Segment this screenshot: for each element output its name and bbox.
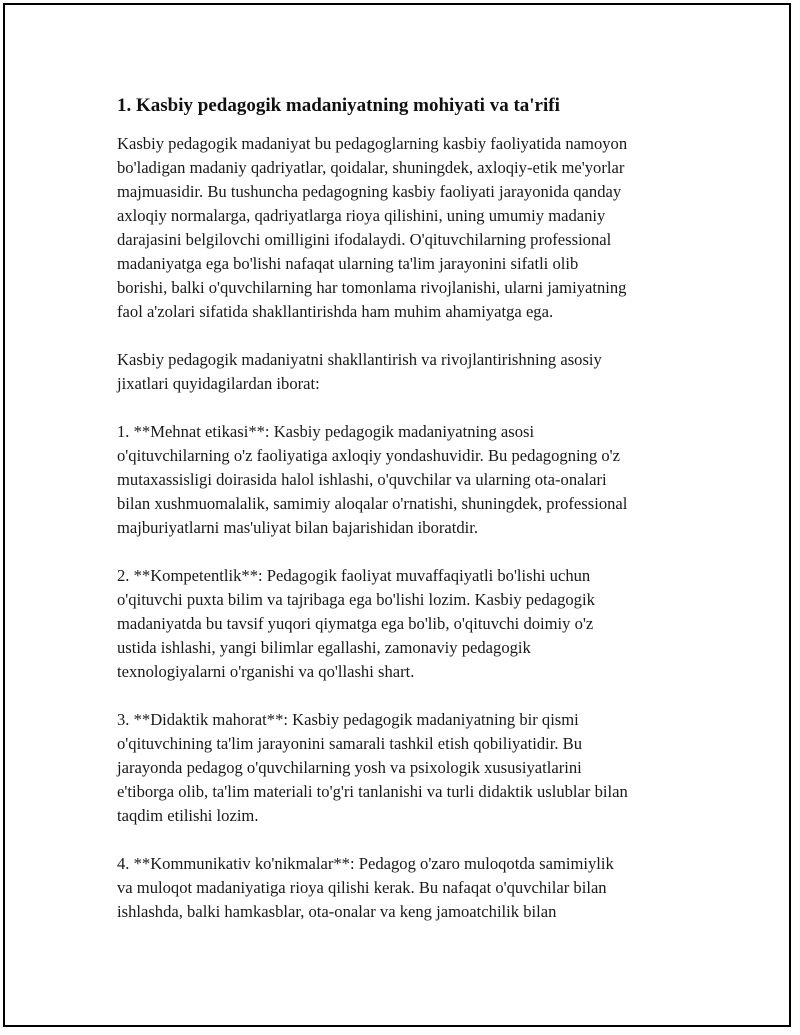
list-item-kompetentlik (117, 564, 689, 684)
list-item-didaktik-mahorat (117, 708, 689, 828)
text-line: 4. **Kommunikativ ko'nikmalar**: Pedagog o'zaro muloqotda samimiylik (117, 854, 614, 873)
text-line: o'qituvchi puxta bilim va tajribaga ega bo'lishi lozim. Kasbiy pedagogik (117, 590, 595, 609)
text-line: borishi, balki o'quvchilarning har tomonlama rivojlanishi, ularni jamiyatning (117, 278, 627, 297)
list-item-mehnat-etikasi (117, 420, 689, 540)
text-line: jarayonda pedagog o'quvchilarning yosh va psixologik xususiyatlarini (117, 758, 582, 777)
text-line: Kasbiy pedagogik madaniyatni shakllantirish va rivojlantirishning asosiy (117, 350, 602, 369)
text-line: texnologiyalarni o'rganishi va qo'llashi shart. (117, 662, 415, 681)
text-line: jixatlari quyidagilardan iborat: (117, 374, 320, 393)
text-line: bo'ladigan madaniy qadriyatlar, qoidalar, shuningdek, axloqiy-etik me'yorlar (117, 158, 625, 177)
text-line: majmuasidir. Bu tushuncha pedagogning kasbiy faoliyati jarayonida qanday (117, 182, 622, 201)
list-item-kommunikativ (117, 852, 689, 924)
text-line: ustida ishlashi, yangi bilimlar egallashi, zamonaviy pedagogik (117, 638, 531, 657)
paragraph-definition (117, 132, 689, 324)
text-line: madaniyatda bu tavsif yuqori qiymatga ega bo'lib, o'qituvchi doimiy o'z (117, 614, 594, 633)
text-line: o'qituvchining ta'lim jarayonini samarali tashkil etish qobiliyatidir. Bu (117, 734, 583, 753)
text-line: faol a'zolari sifatida shakllantirishda ham muhim ahamiyatga ega. (117, 302, 554, 321)
section-heading: 1. Kasbiy pedagogik madaniyatning mohiyati va ta'rifi (117, 95, 560, 116)
text-line: va muloqot madaniyatiga rioya qilishi kerak. Bu nafaqat o'quvchilar bilan (117, 878, 607, 897)
text-line: taqdim etilishi lozim. (117, 806, 259, 825)
text-line: madaniyatga ega bo'lishi nafaqat ularning ta'lim jarayonini sifatli olib (117, 254, 579, 273)
text-line: mutaxassisligi doirasida halol ishlashi, o'quvchilar va ularning ota-onalari (117, 470, 607, 489)
text-line: Kasbiy pedagogik madaniyat bu pedagoglarning kasbiy faoliyatida namoyon (117, 134, 628, 153)
text-line: 2. **Kompetentlik**: Pedagogik faoliyat muvaffaqiyatli bo'lishi uchun (117, 566, 591, 585)
text-line: e'tiborga olib, ta'lim materiali to'g'ri tanlanishi va turli didaktik uslublar bilan (117, 782, 628, 801)
text-line: darajasini belgilovchi omilligini ifodalaydi. O'qituvchilarning professional (117, 230, 612, 249)
document-body (117, 94, 689, 948)
text-line: bilan xushmuomalalik, samimiy aloqalar o'rnatishi, shuningdek, professional (117, 494, 628, 513)
text-line: 1. **Mehnat etikasi**: Kasbiy pedagogik madaniyatning asosi (117, 422, 535, 441)
text-line: axloqiy normalarga, qadriyatlarga rioya qilishini, uning umumiy madaniy (117, 206, 606, 225)
text-line: majburiyatlarni mas'uliyat bilan bajarishidan iboratdir. (117, 518, 479, 537)
paragraph-intro (117, 348, 689, 396)
text-line: ishlashda, balki hamkasblar, ota-onalar va keng jamoatchilik bilan (117, 902, 557, 921)
text-line: 3. **Didaktik mahorat**: Kasbiy pedagogik madaniyatning bir qismi (117, 710, 579, 729)
text-line: o'qituvchilarning o'z faoliyatiga axloqiy yondashuvidir. Bu pedagogning o'z (117, 446, 620, 465)
